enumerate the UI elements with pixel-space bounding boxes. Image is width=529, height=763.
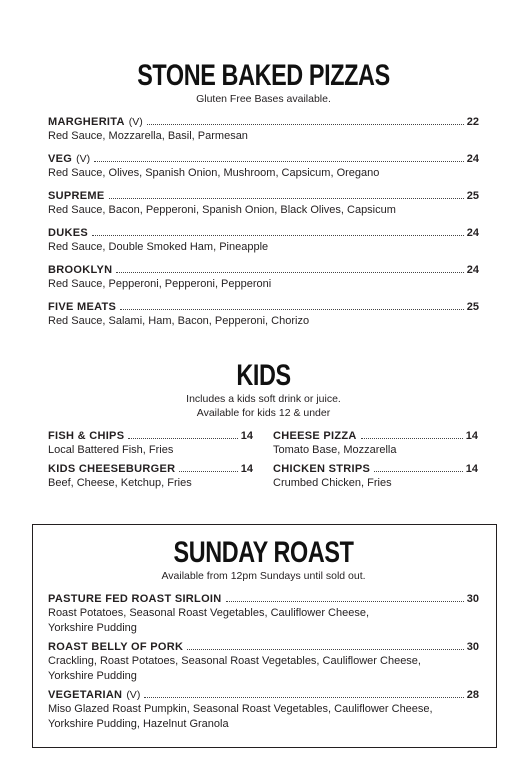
menu-item-margherita — [48, 115, 479, 152]
menu-item-veg — [48, 152, 479, 189]
item-description-line-1: Crackling, Roast Potatoes, Seasonal Roast Vegetables, Cauliflower Cheese, — [48, 655, 421, 667]
item-name: KIDS CHEESEBURGER — [48, 463, 176, 475]
dot-leader — [187, 649, 463, 650]
kids-title: KIDS — [236, 359, 291, 392]
dot-leader — [374, 471, 463, 472]
dot-leader — [128, 438, 237, 439]
kids-section — [48, 360, 479, 491]
kids-subtitle-age: Available for kids 12 & under — [196, 407, 331, 419]
item-description-line-2: Yorkshire Pudding, Hazelnut Granola — [48, 717, 229, 730]
item-description-line-1: Roast Potatoes, Seasonal Roast Vegetables, Cauliflower Cheese, — [48, 607, 370, 619]
menu-item-cheese-pizza — [273, 429, 478, 458]
item-description-line-2: Yorkshire Pudding — [48, 621, 137, 634]
item-name: FIVE MEATS — [48, 301, 117, 313]
item-price: 30 — [466, 641, 479, 653]
item-name: VEG — [48, 153, 73, 165]
vegetarian-tag: (V) — [128, 116, 143, 128]
item-price: 14 — [465, 463, 478, 475]
pizzas-section — [48, 60, 479, 337]
dot-leader — [94, 161, 464, 162]
menu-item-brooklyn — [48, 263, 479, 300]
item-description: Crumbed Chicken, Fries — [273, 477, 392, 489]
pizzas-subtitle: Gluten Free Bases available. — [196, 93, 331, 105]
item-name: DUKES — [48, 227, 89, 239]
item-description: Tomato Base, Mozzarella — [273, 444, 397, 456]
item-name: CHEESE PIZZA — [273, 430, 357, 442]
dot-leader — [92, 235, 464, 236]
sunday-roast-box — [32, 524, 497, 748]
dot-leader — [226, 601, 464, 602]
sunday-roast-content — [48, 537, 479, 736]
item-price: 14 — [465, 430, 478, 442]
roast-title: SUNDAY ROAST — [173, 536, 354, 569]
item-description-line-2: Yorkshire Pudding — [48, 669, 137, 682]
item-description: Red Sauce, Double Smoked Ham, Pineapple — [48, 241, 269, 253]
item-name: FISH & CHIPS — [48, 430, 125, 442]
item-price: 24 — [466, 227, 479, 239]
item-price: 14 — [240, 430, 253, 442]
menu-item-supreme — [48, 189, 479, 226]
menu-item-fish-and-chips — [48, 429, 253, 458]
roast-subtitle: Available from 12pm Sundays until sold out. — [161, 570, 366, 582]
item-description: Red Sauce, Mozzarella, Basil, Parmesan — [48, 130, 248, 142]
item-name: CHICKEN STRIPS — [273, 463, 371, 475]
item-description: Local Battered Fish, Fries — [48, 444, 174, 456]
menu-item-dukes — [48, 226, 479, 263]
kids-menu-grid — [48, 429, 479, 491]
dot-leader — [109, 198, 464, 199]
item-name: MARGHERITA — [48, 116, 125, 128]
item-name: VEGETARIAN — [48, 689, 123, 701]
item-description: Red Sauce, Salami, Ham, Bacon, Pepperoni, Chorizo — [48, 315, 310, 327]
pizza-list — [48, 115, 479, 337]
dot-leader — [144, 697, 463, 698]
item-description: Red Sauce, Bacon, Pepperoni, Spanish Onion, Black Olives, Capsicum — [48, 204, 396, 216]
vegetarian-tag: (V) — [126, 689, 141, 701]
dot-leader — [361, 438, 463, 439]
item-price: 25 — [466, 301, 479, 313]
vegetarian-tag: (V) — [76, 153, 91, 165]
item-price: 24 — [466, 264, 479, 276]
roast-list — [48, 592, 479, 731]
item-price: 24 — [466, 153, 479, 165]
item-price: 25 — [466, 190, 479, 202]
item-price: 30 — [466, 593, 479, 605]
item-price: 14 — [240, 463, 253, 475]
dot-leader — [120, 309, 464, 310]
kids-subtitle-drink: Includes a kids soft drink or juice. — [186, 393, 341, 405]
item-price: 22 — [466, 116, 479, 128]
menu-item-roast-sirloin — [48, 592, 479, 635]
item-name: SUPREME — [48, 190, 105, 202]
pizzas-title: STONE BAKED PIZZAS — [137, 59, 390, 92]
item-price: 28 — [466, 689, 479, 701]
dot-leader — [116, 272, 463, 273]
menu-item-roast-belly-of-pork — [48, 640, 479, 683]
menu-item-five-meats — [48, 300, 479, 337]
item-description: Red Sauce, Pepperoni, Pepperoni, Pepperoni — [48, 278, 272, 290]
menu-item-vegetarian-roast — [48, 688, 479, 731]
item-name: PASTURE FED ROAST SIRLOIN — [48, 593, 222, 605]
dot-leader — [147, 124, 464, 125]
menu-item-kids-cheeseburger — [48, 462, 253, 491]
item-description: Beef, Cheese, Ketchup, Fries — [48, 477, 192, 489]
item-description-line-1: Miso Glazed Roast Pumpkin, Seasonal Roast Vegetables, Cauliflower Cheese, — [48, 703, 433, 715]
item-name: ROAST BELLY OF PORK — [48, 641, 184, 653]
item-description: Red Sauce, Olives, Spanish Onion, Mushroom, Capsicum, Oregano — [48, 167, 380, 179]
dot-leader — [179, 471, 237, 472]
item-name: BROOKLYN — [48, 264, 113, 276]
menu-item-chicken-strips — [273, 462, 478, 491]
